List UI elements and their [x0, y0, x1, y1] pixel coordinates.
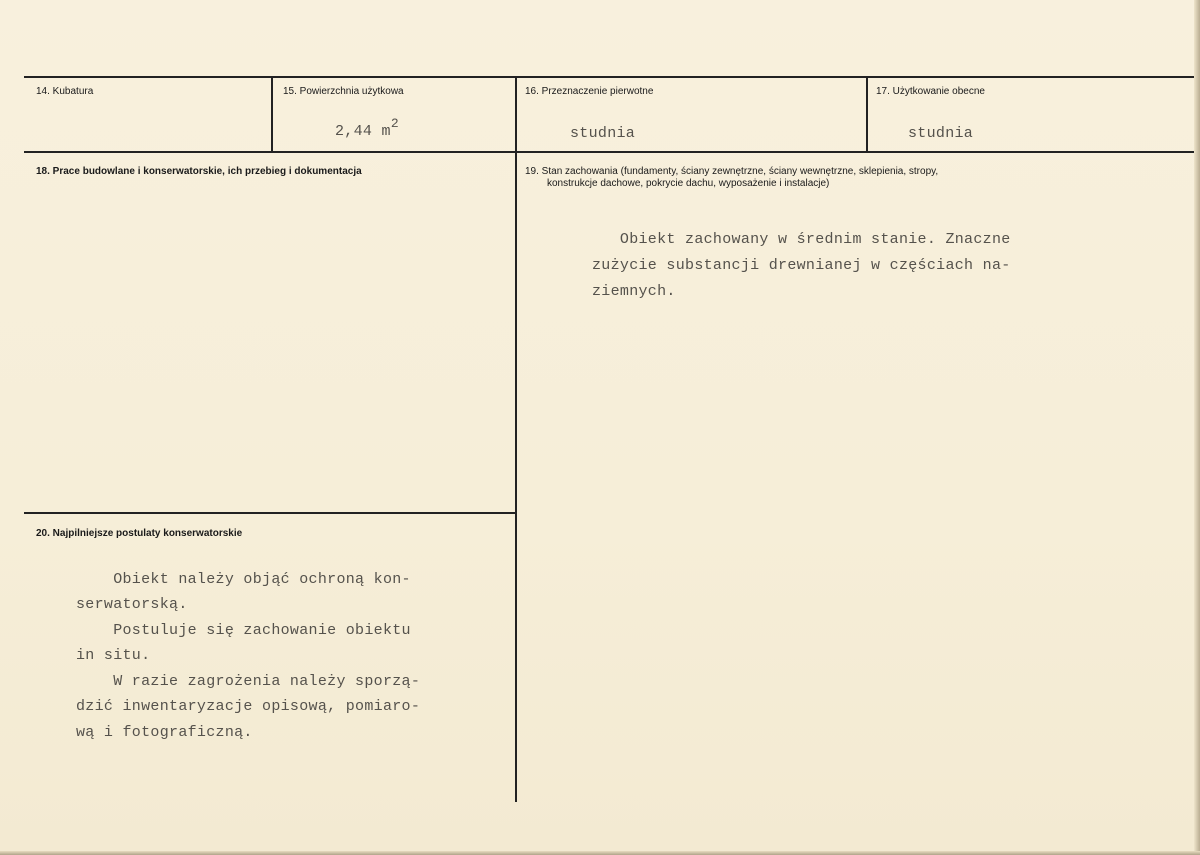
- column-divider-14-15: [271, 76, 273, 152]
- field-15-value: [335, 116, 399, 144]
- field-15-value-text: 2,44 m: [335, 123, 391, 140]
- field-14-label: 14. Kubatura: [36, 86, 94, 97]
- field-18-20-divider-line: [24, 512, 515, 514]
- field-17-value: studnia: [908, 125, 974, 142]
- paper-edge-shadow-right: [1194, 0, 1200, 855]
- column-divider-16-17: [866, 76, 868, 152]
- field-15-value-superscript: 2: [390, 116, 399, 131]
- field-20-label: 20. Najpilniejsze postulaty konserwatorskie: [36, 528, 243, 539]
- field-18-label: 18. Prace budowlane i konserwatorskie, ich przebieg i dokumentacja: [36, 166, 362, 177]
- field-16-value: studnia: [570, 125, 636, 142]
- field-20-text-line: serwatorską.: [76, 596, 188, 613]
- field-15-label: 15. Powierzchnia użytkowa: [283, 86, 404, 97]
- field-19-text-line: ziemnych.: [592, 283, 676, 300]
- field-19-text-line: Obiekt zachowany w średnim stanie. Znaczne: [592, 231, 1011, 248]
- field-20-text-line: wą i fotograficzną.: [76, 724, 253, 741]
- field-20-text-line: Obiekt należy objąć ochroną kon-: [76, 571, 411, 588]
- field-20-text-line: in situ.: [76, 647, 151, 664]
- field-19-label-line-2: konstrukcje dachowe, pokrycie dachu, wyposażenie i instalacje): [547, 178, 830, 189]
- field-19-label-line-1: 19. Stan zachowania (fundamenty, ściany zewnętrzne, ściany wewnętrzne, sklepienia, stropy,: [525, 166, 939, 177]
- field-20-text-line: Postuluje się zachowanie obiektu: [76, 622, 411, 639]
- field-16-label: 16. Przeznaczenie pierwotne: [525, 86, 654, 97]
- top-border-line: [24, 76, 1200, 78]
- field-19-text-line: zużycie substancji drewnianej w częściach na-: [592, 257, 1011, 274]
- field-20-text-line: dzić inwentaryzacje opisową, pomiaro-: [76, 698, 421, 715]
- field-17-label: 17. Użytkowanie obecne: [876, 86, 985, 97]
- column-divider-15-16: [515, 76, 517, 802]
- field-20-text-line: W razie zagrożenia należy sporzą-: [76, 673, 421, 690]
- row-divider-line: [24, 151, 1200, 153]
- paper-edge-shadow-bottom: [0, 851, 1200, 855]
